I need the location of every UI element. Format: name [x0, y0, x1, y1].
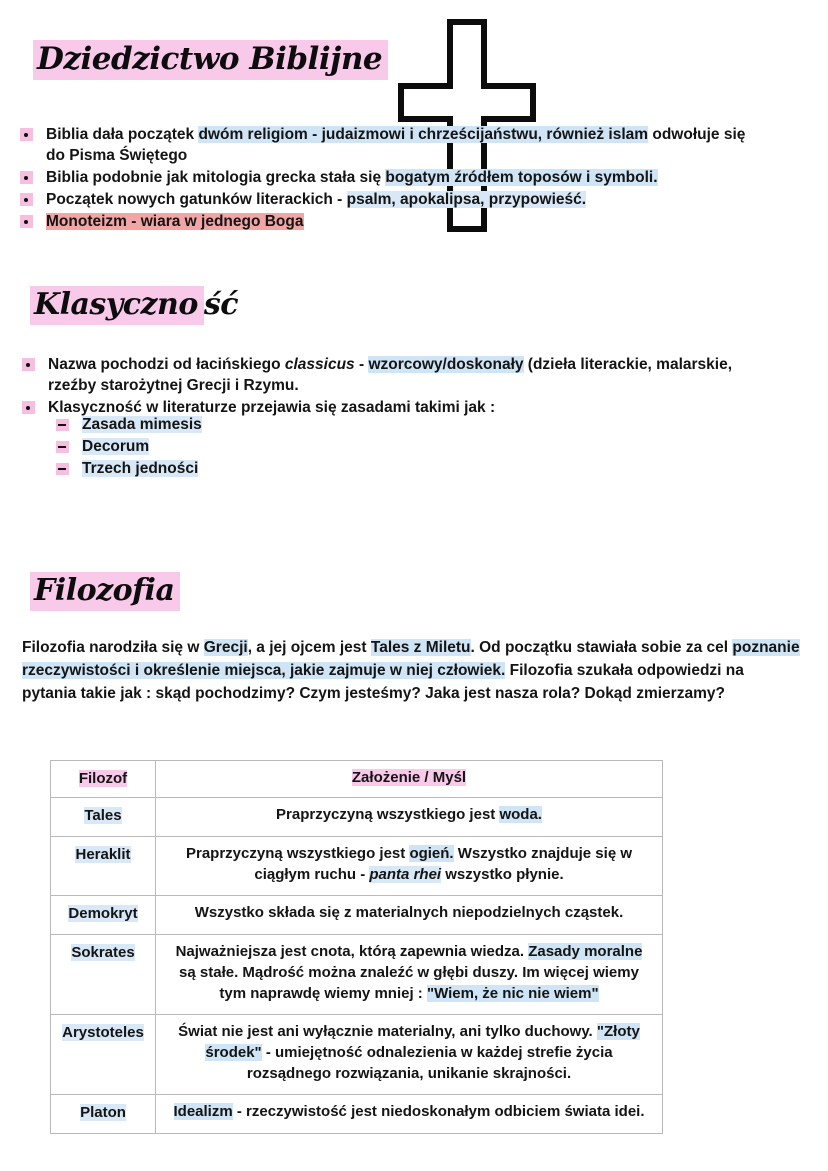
thesis-text-a: Praprzyczyną wszystkiego jest	[186, 845, 410, 862]
philosopher-thesis-cell	[156, 935, 663, 1015]
thesis-highlight-quote: "Wiem, że nic nie wiem"	[426, 985, 599, 1002]
bullet-text-3a: Początek nowych gatunków literackich -	[46, 191, 347, 208]
sub-list-klasycznosc	[22, 414, 522, 480]
sub-item-label: Trzech jedności	[82, 460, 199, 477]
bullet-dot-icon	[22, 401, 35, 414]
bullet-text-1b: odwołuje się do Pisma Świętego	[46, 126, 746, 164]
table-header-row	[51, 761, 663, 798]
filozofia-paragraph	[22, 636, 802, 705]
sub-item-label: Decorum	[82, 438, 150, 455]
table-row	[51, 837, 663, 896]
table-row	[51, 896, 663, 935]
thesis-highlight: ogień.	[409, 845, 454, 862]
heading-dziedzictwo-text: Dziedzictwo Biblijne	[33, 40, 388, 80]
filozofia-highlight-tales: Tales z Miletu	[370, 639, 471, 656]
thesis-highlight: Zasady moralne	[528, 943, 643, 960]
filozofia-text-c: . Od początku stawiała sobie za cel	[470, 639, 733, 656]
philosopher-name: Arystoteles	[62, 1024, 144, 1041]
thesis-text-a: Wszystko składa się z materialnych niepodzielnych cząstek.	[194, 904, 624, 921]
table-header-filozof-label: Filozof	[78, 770, 128, 787]
philosopher-thesis-cell	[156, 1015, 663, 1095]
philosopher-thesis-cell	[156, 798, 663, 837]
philosopher-name: Sokrates	[71, 944, 135, 961]
philosophers-table	[50, 760, 663, 1134]
list-dziedzictwo-biblijne	[20, 124, 760, 233]
sub-item-label: Zasada mimesis	[82, 416, 202, 433]
list-item	[20, 167, 760, 188]
bullet-dash-icon	[56, 463, 69, 475]
heading-filozofia	[30, 573, 180, 608]
klasycznosc-text-2: Klasyczność w literaturze przejawia się zasadami takimi jak :	[48, 399, 496, 416]
thesis-text-a: Praprzyczyną wszystkiego jest	[276, 806, 500, 823]
klasycznosc-text-1-italic: classicus	[284, 356, 355, 373]
philosopher-thesis-cell	[156, 1095, 663, 1134]
thesis-text-b: są stałe. Mądrość można znaleźć w głębi duszy. Im więcej wiemy tym naprawdę wiemy mniej :	[179, 964, 639, 1002]
list-item	[56, 436, 522, 458]
list-klasycznosc	[22, 354, 762, 419]
philosopher-name: Heraklit	[75, 846, 131, 863]
table-row	[51, 1015, 663, 1095]
philosopher-thesis-cell	[156, 837, 663, 896]
thesis-text-b: - umiejętność odnalezienia w każdej strefie życia rozsądnego rozwiązania, unikanie skrajności.	[246, 1044, 613, 1082]
bullet-dash-icon	[56, 441, 69, 453]
heading-filozofia-text: Filozofia	[30, 572, 180, 611]
filozofia-text-a: Filozofia narodziła się w	[22, 639, 204, 656]
philosopher-name-cell	[51, 1095, 156, 1134]
thesis-text-b: Wszystko znajduje się w ciągłym ruchu -	[254, 845, 632, 883]
heading-klasycznosc-text: Klasyczno	[30, 286, 204, 325]
bullet-text-4-highlight: Monoteizm - wiara w jednego Boga	[46, 213, 304, 230]
philosopher-name: Demokryt	[68, 905, 138, 922]
table-row	[51, 798, 663, 837]
philosopher-name-cell	[51, 837, 156, 896]
table-header-zalozenie-label: Założenie / Myśl	[351, 769, 467, 786]
bullet-dot-icon	[20, 215, 33, 228]
philosopher-name: Platon	[80, 1104, 126, 1121]
heading-dziedzictwo-biblijne	[33, 41, 388, 77]
philosopher-name-cell	[51, 1015, 156, 1095]
list-item	[20, 124, 760, 166]
table-header-filozof	[51, 761, 156, 798]
list-item	[20, 189, 760, 210]
philosopher-thesis-cell	[156, 896, 663, 935]
list-item	[20, 211, 760, 232]
philosopher-name: Tales	[84, 807, 122, 824]
philosopher-name-cell	[51, 896, 156, 935]
bullet-dot-icon	[22, 358, 35, 371]
bullet-dot-icon	[20, 193, 33, 206]
bullet-dot-icon	[20, 171, 33, 184]
filozofia-highlight-grecja: Grecji	[203, 639, 248, 656]
heading-klasycznosc	[30, 287, 240, 322]
klasycznosc-text-1-highlight: wzorcowy/doskonały	[368, 356, 524, 373]
philosopher-name-cell	[51, 798, 156, 837]
list-item	[56, 458, 522, 480]
bullet-text-1a: Biblia dała początek	[46, 126, 199, 143]
thesis-highlight: "Złoty środek"	[205, 1023, 640, 1061]
thesis-text-b: - rzeczywistość jest niedoskonałym odbiciem świata idei.	[232, 1103, 645, 1120]
list-item	[56, 414, 522, 436]
bullet-text-2a: Biblia podobnie jak mitologia grecka stała się	[46, 169, 386, 186]
klasycznosc-text-1c: (dzieła literackie, malarskie, rzeźby starożytnej Grecji i Rzymu.	[48, 356, 733, 394]
filozofia-text-b: , a jej ojcem jest	[247, 639, 371, 656]
klasycznosc-text-1a: Nazwa pochodzi od łacińskiego	[48, 356, 285, 373]
table-row	[51, 935, 663, 1015]
thesis-italic: panta rhei	[369, 866, 442, 883]
bullet-text-2-highlight: bogatym źródłem toposów i symboli.	[385, 169, 658, 186]
table-row	[51, 1095, 663, 1134]
thesis-text-a: Świat nie jest ani wyłącznie materialny, ani tylko duchowy.	[178, 1023, 597, 1040]
filozofia-highlight-cel: poznanie rzeczywistości i określenie miejsca, jakie zajmuje w niej człowiek.	[22, 639, 800, 679]
heading-klasycznosc-suffix: ść	[203, 287, 239, 322]
bullet-text-1-highlight: dwóm religiom - judaizmowi i chrześcijaństwu, również islam	[198, 126, 649, 143]
thesis-highlight: woda.	[499, 806, 542, 823]
list-item	[22, 354, 762, 396]
klasycznosc-text-1b: -	[354, 356, 369, 373]
thesis-text-c: wszystko płynie.	[441, 866, 564, 883]
thesis-highlight: Idealizm	[173, 1103, 233, 1120]
bullet-dash-icon	[56, 419, 69, 431]
filozofia-text-d: Filozofia szukała odpowiedzi na pytania takie jak : skąd pochodzimy? Czym jesteśmy? Jaka jest nasza rola? Dokąd zmierzamy?	[22, 662, 744, 702]
table-header-zalozenie	[156, 761, 663, 798]
philosopher-name-cell	[51, 935, 156, 1015]
bullet-text-3-highlight: psalm, apokalipsa, przypowieść.	[346, 191, 587, 208]
bullet-dot-icon	[20, 128, 33, 141]
thesis-text-a: Najważniejsza jest cnota, którą zapewnia wiedza.	[175, 943, 529, 960]
